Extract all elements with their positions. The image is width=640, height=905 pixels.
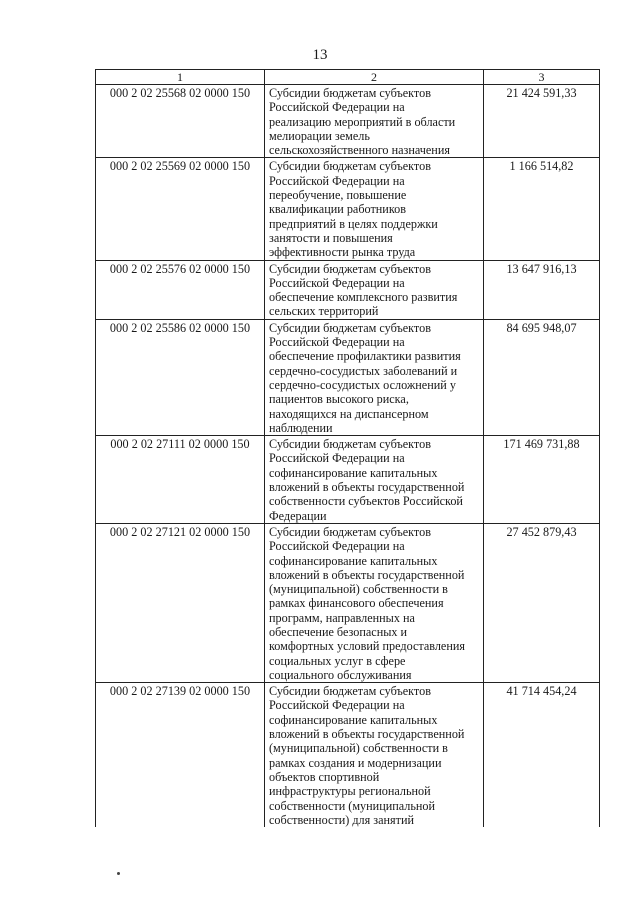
description-line: собственности субъектов Российской <box>269 494 463 509</box>
description-cell <box>265 683 484 827</box>
description-line: Российской Федерации на <box>269 100 405 115</box>
description-line: квалификации работников <box>269 202 406 217</box>
description-line: (муниципальной) собственности в <box>269 741 448 756</box>
description-cell <box>265 523 484 682</box>
table-body <box>96 85 600 828</box>
amount-cell: 27 452 879,43 <box>484 523 600 682</box>
description-line: сельских территорий <box>269 304 379 319</box>
column-header-amount: 3 <box>484 70 600 85</box>
description-cell <box>265 319 484 435</box>
description-line: вложений в объекты государственной <box>269 480 465 495</box>
description-line: Российской Федерации на <box>269 335 405 350</box>
table-row <box>96 85 600 158</box>
amount-cell: 84 695 948,07 <box>484 319 600 435</box>
description-line: софинансирование капитальных <box>269 553 438 568</box>
description-line: обеспечение безопасных и <box>269 624 408 639</box>
description-line: Федерации <box>269 508 327 523</box>
description-line: объектов спортивной <box>269 769 380 784</box>
budget-code-cell: 000 2 02 25586 02 0000 150 <box>96 319 265 435</box>
page-mark <box>117 872 120 875</box>
description-line: сердечно-сосудистых заболеваний и <box>269 363 458 378</box>
table-header-row <box>96 70 600 85</box>
amount-cell: 21 424 591,33 <box>484 85 600 158</box>
budget-code-cell: 000 2 02 27111 02 0000 150 <box>96 436 265 524</box>
budget-code-cell: 000 2 02 25568 02 0000 150 <box>96 85 265 158</box>
description-line: софинансирование капитальных <box>269 465 438 480</box>
description-line: Субсидии бюджетам субъектов <box>269 86 431 100</box>
amount-cell: 171 469 731,88 <box>484 436 600 524</box>
description-line: занятости и повышения <box>269 230 393 245</box>
description-line: социальных услуг в сфере <box>269 653 406 668</box>
description-line: рамках финансового обеспечения <box>269 596 444 611</box>
description-cell <box>265 260 484 319</box>
description-line: Российской Федерации на <box>269 275 405 290</box>
description-line: Российской Федерации на <box>269 451 405 466</box>
description-cell <box>265 158 484 260</box>
description-line: Субсидии бюджетам субъектов <box>269 320 431 335</box>
description-line: социального обслуживания <box>269 667 412 682</box>
description-line: Субсидии бюджетам субъектов <box>269 684 431 699</box>
description-line: (муниципальной) собственности в <box>269 582 448 597</box>
column-header-description: 2 <box>265 70 484 85</box>
column-header-code: 1 <box>96 70 265 85</box>
description-line: Субсидии бюджетам субъектов <box>269 437 431 452</box>
description-line: находящихся на диспансерном <box>269 406 429 421</box>
table-row <box>96 683 600 827</box>
description-line: Российской Федерации на <box>269 698 405 713</box>
description-line: комфортных условий предоставления <box>269 639 465 654</box>
description-line: реализацию мероприятий в области <box>269 114 456 129</box>
budget-table <box>95 69 600 827</box>
budget-code-cell: 000 2 02 25576 02 0000 150 <box>96 260 265 319</box>
description-line: Российской Федерации на <box>269 173 405 188</box>
description-line: программ, направленных на <box>269 610 415 625</box>
description-line: сельскохозяйственного назначения <box>269 143 450 158</box>
description-line: вложений в объекты государственной <box>269 567 465 582</box>
description-line: собственности (муниципальной <box>269 798 436 813</box>
amount-cell: 41 714 454,24 <box>484 683 600 827</box>
description-line: сердечно-сосудистых осложнений у <box>269 377 456 392</box>
description-line: вложений в объекты государственной <box>269 727 465 742</box>
description-line: обеспечение профилактики развития <box>269 349 461 364</box>
description-line: предприятий в целях поддержки <box>269 216 438 231</box>
description-line: мелиорации земель <box>269 128 370 143</box>
description-line: обеспечение комплексного развития <box>269 290 458 305</box>
description-line: переобучение, повышение <box>269 188 407 203</box>
amount-cell: 1 166 514,82 <box>484 158 600 260</box>
description-line: эффективности рынка труда <box>269 245 416 260</box>
description-cell <box>265 85 484 158</box>
budget-code-cell: 000 2 02 27121 02 0000 150 <box>96 523 265 682</box>
description-line: Субсидии бюджетам субъектов <box>269 524 431 539</box>
budget-code-cell: 000 2 02 27139 02 0000 150 <box>96 683 265 827</box>
description-cell <box>265 436 484 524</box>
table-row <box>96 523 600 682</box>
description-line: софинансирование капитальных <box>269 712 438 727</box>
table-row <box>96 436 600 524</box>
description-line: пациентов высокого риска, <box>269 392 409 407</box>
description-line: Российской Федерации на <box>269 539 405 554</box>
description-line: инфраструктуры региональной <box>269 784 431 799</box>
table-row <box>96 158 600 260</box>
description-line: собственности) для занятий <box>269 812 414 827</box>
table-row <box>96 260 600 319</box>
description-line: Субсидии бюджетам субъектов <box>269 261 431 276</box>
table-row <box>96 319 600 435</box>
description-line: рамках создания и модернизации <box>269 755 442 770</box>
description-line: наблюдении <box>269 420 333 435</box>
amount-cell: 13 647 916,13 <box>484 260 600 319</box>
budget-code-cell: 000 2 02 25569 02 0000 150 <box>96 158 265 260</box>
description-line: Субсидии бюджетам субъектов <box>269 159 431 174</box>
page-number: 13 <box>312 47 328 63</box>
